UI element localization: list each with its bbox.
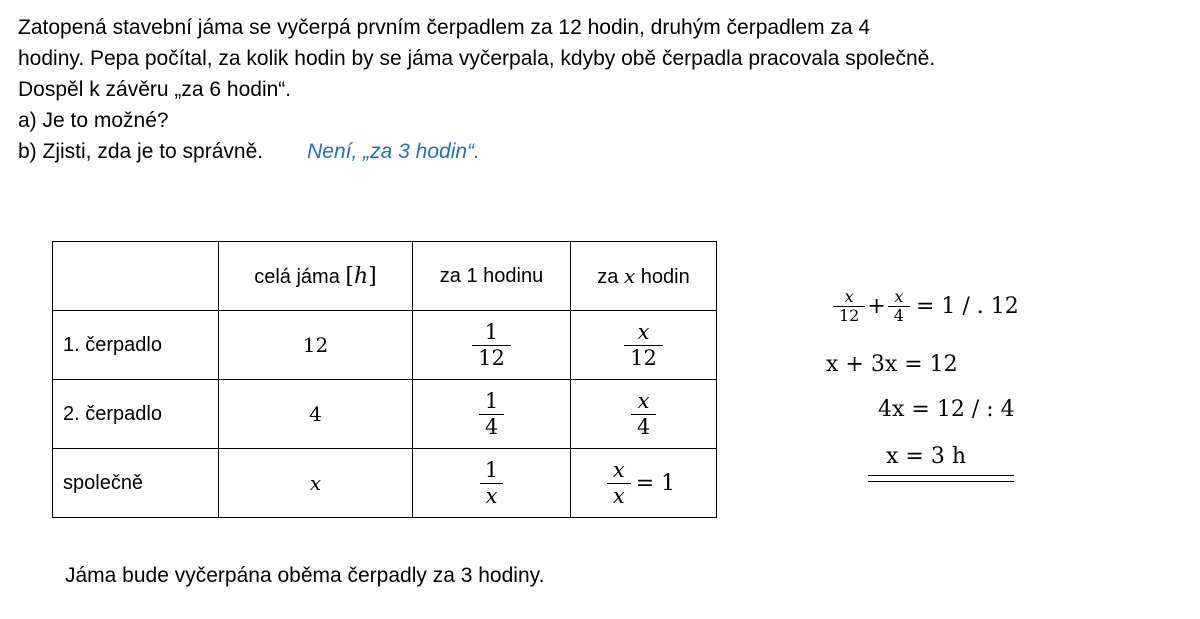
cell-x-hours: $\frac{x}{12}$ bbox=[571, 311, 717, 380]
equation-1-rhs: = 1 / . 12 bbox=[915, 294, 1019, 320]
problem-statement bbox=[18, 12, 1183, 167]
cell-whole: 12 bbox=[219, 311, 413, 380]
equation-1 bbox=[833, 288, 1019, 326]
conclusion: Jáma bude vyčerpána oběma čerpadly za 3 hodiny. bbox=[65, 564, 545, 587]
cell-whole: 4 bbox=[219, 380, 413, 449]
fraction-x-over-4: $\frac{x}{4}$ bbox=[888, 288, 910, 326]
header-whole: celá jáma [h] bbox=[219, 242, 413, 311]
row-label: 2. čerpadlo bbox=[53, 380, 219, 449]
header-per-hour: za 1 hodinu bbox=[413, 242, 571, 311]
equation-2: x + 3x = 12 bbox=[826, 352, 958, 377]
cell-x-hours: $\frac{x}{4}$ bbox=[571, 380, 717, 449]
question-a: a) Je to možné? bbox=[18, 109, 169, 132]
header-x-hours: za x hodin bbox=[571, 242, 717, 311]
fraction-x-over-12: $\frac{x}{12}$ bbox=[833, 288, 865, 326]
rate-table bbox=[52, 241, 717, 518]
question-b-line bbox=[18, 136, 1183, 167]
equation-3: 4x = 12 / : 4 bbox=[878, 397, 1015, 422]
problem-line-2: hodiny. Pepa počítal, za kolik hodin by se jáma vyčerpala, kdyby obě čerpadla pracovala společně. bbox=[18, 47, 936, 70]
question-b: b) Zjisti, zda je to správně. bbox=[18, 140, 264, 163]
header-empty-cell bbox=[53, 242, 219, 311]
table-row bbox=[53, 380, 717, 449]
table-row bbox=[53, 311, 717, 380]
result-underline-2 bbox=[868, 481, 1014, 482]
plus-sign: + bbox=[867, 294, 886, 320]
cell-whole: x bbox=[219, 449, 413, 518]
result-underline-1 bbox=[868, 475, 1014, 476]
cell-per-hour: $\frac{1}{12}$ bbox=[413, 311, 571, 380]
cell-x-hours: $\frac{x}{x}$ = 1 bbox=[571, 449, 717, 518]
problem-line-1: Zatopená stavební jáma se vyčerpá prvním čerpadlem za 12 hodin, druhým čerpadlem za 4 bbox=[18, 16, 871, 39]
equation-4-result: x = 3 h bbox=[886, 444, 966, 469]
table-row bbox=[53, 449, 717, 518]
table-header-row bbox=[53, 242, 717, 311]
cell-per-hour: $\frac{1}{4}$ bbox=[413, 380, 571, 449]
row-label: 1. čerpadlo bbox=[53, 311, 219, 380]
answer-b: Není, „za 3 hodin“. bbox=[307, 140, 480, 163]
cell-per-hour: $\frac{1}{x}$ bbox=[413, 449, 571, 518]
problem-line-3: Dospěl k závěru „za 6 hodin“. bbox=[18, 78, 292, 101]
row-label: společně bbox=[53, 449, 219, 518]
